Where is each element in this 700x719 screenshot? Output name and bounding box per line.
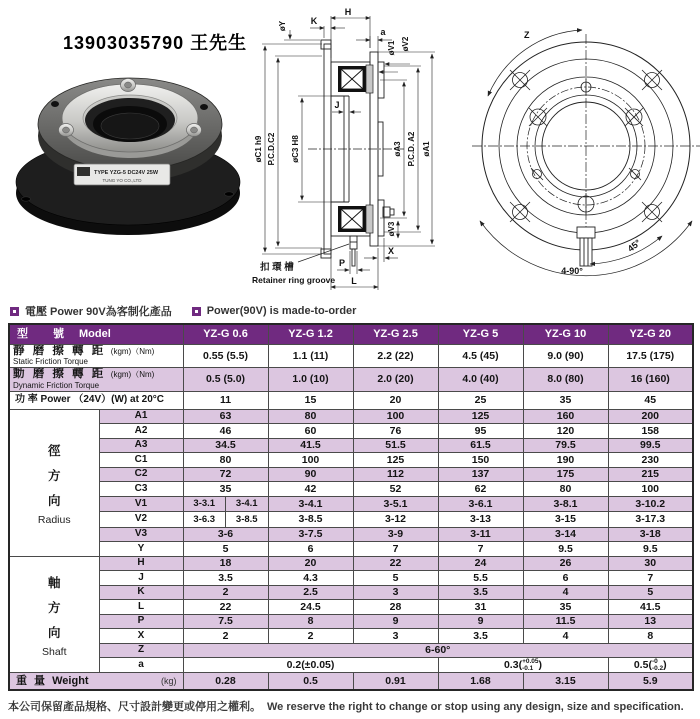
value-cell: 9.5 <box>608 542 693 557</box>
nameplate-line2: TUNG YO CO.,LTD <box>102 178 142 183</box>
dim-name-H: H <box>99 556 183 571</box>
dim-name-C1: C1 <box>99 453 183 468</box>
value-cell: 3-18 <box>608 527 693 542</box>
value-cell: 3-17.3 <box>608 512 693 528</box>
front-view-drawing <box>452 0 700 300</box>
model-header-cell: 型 號 Model <box>9 324 183 344</box>
value-cell: 2 <box>268 629 353 644</box>
dim-label-z: Z <box>524 30 530 40</box>
table-row-power <box>9 391 693 409</box>
nameplate <box>74 164 170 185</box>
value-cell: 3.15 <box>523 673 608 690</box>
value-cell: 79.5 <box>523 438 608 453</box>
value-cell: 3-6.1 <box>438 496 523 512</box>
nameplate-line1: TYPE YZG-5 DC24V 25W <box>93 170 159 176</box>
retainer-groove-label-en: Retainer ring groove <box>252 275 336 285</box>
dim-label-oc1: øC1 h9 <box>254 135 263 163</box>
value-cell: 63 <box>183 409 268 424</box>
table-row-Y <box>9 542 693 557</box>
value-cell: 90 <box>268 467 353 482</box>
dim-label-ov2: øV2 <box>401 36 410 52</box>
value-cell: 2 <box>183 629 268 644</box>
value-cell: 215 <box>608 467 693 482</box>
value-cell: 0.28 <box>183 673 268 690</box>
value-cell: 7 <box>608 571 693 586</box>
value-cell: 4 <box>523 585 608 600</box>
value-cell: 31 <box>438 600 523 615</box>
dim-label-k: K <box>310 16 318 26</box>
column-header: YZ-G 0.6 <box>183 324 268 344</box>
value-cell: 0.55 (5.5) <box>183 344 268 368</box>
dim-label-pcdc2: P.C.D.C2 <box>267 132 276 166</box>
value-cell: 3-13 <box>438 512 523 528</box>
value-cell: 3-15 <box>523 512 608 528</box>
value-cell: 3-10.2 <box>608 496 693 512</box>
row-label-dynamic-friction: 動 磨 擦 轉 距 (kgm)（Nm) Dynamic Friction Torque <box>9 368 183 392</box>
value-cell: 4.3 <box>268 571 353 586</box>
value-cell: 3.5 <box>438 585 523 600</box>
value-cell: 9 <box>353 614 438 629</box>
value-cell: 230 <box>608 453 693 468</box>
dim-label-j: J <box>334 100 340 110</box>
value-cell: 3-5.1 <box>353 496 438 512</box>
value-cell: 6 <box>523 571 608 586</box>
value-cell: 4 <box>523 629 608 644</box>
value-cell: 6 <box>268 542 353 557</box>
value-cell: 2.2 (22) <box>353 344 438 368</box>
value-cell: 2.0 (20) <box>353 368 438 392</box>
value-cell: 15 <box>268 391 353 409</box>
value-cell: 24.5 <box>268 600 353 615</box>
dim-label-oa3: øA3 <box>393 141 402 157</box>
value-cell: 41.5 <box>608 600 693 615</box>
value-cell: 7 <box>353 542 438 557</box>
table-row-V2 <box>9 512 693 528</box>
group-label-shaft: 軸 方 向 Shaft <box>9 556 99 673</box>
table-row-A3 <box>9 438 693 453</box>
value-cell: 35 <box>523 391 608 409</box>
clutch-photo-graphic <box>16 78 240 235</box>
dim-label-x: X <box>387 246 395 256</box>
value-cell: 52 <box>353 482 438 497</box>
retainer-groove-label-zh: 扣 環 槽 <box>260 262 294 273</box>
dim-name-Z: Z <box>99 643 183 658</box>
value-cell: 160 <box>523 409 608 424</box>
dim-label-ov1: øV1 <box>387 40 396 56</box>
dim-label-oc3: øC3 H8 <box>291 135 300 163</box>
value-cell: 3-3.1 3-4.1 <box>183 496 268 512</box>
value-cell: 5 <box>353 571 438 586</box>
value-cell: 26 <box>523 556 608 571</box>
table-row-H <box>9 556 693 571</box>
value-cell: 11.5 <box>523 614 608 629</box>
table-row-C2 <box>9 467 693 482</box>
table-row-dynamic-friction <box>9 368 693 392</box>
note-bar <box>10 303 700 319</box>
value-cell: 100 <box>353 409 438 424</box>
value-cell: 8 <box>608 629 693 644</box>
dim-name-C3: C3 <box>99 482 183 497</box>
value-cell: 7 <box>438 542 523 557</box>
value-cell: 4.5 (45) <box>438 344 523 368</box>
table-row-a <box>9 658 693 673</box>
value-cell: 24 <box>438 556 523 571</box>
table-row-A2 <box>9 424 693 439</box>
dim-label-ov3: øV3 <box>387 221 396 237</box>
value-cell: 137 <box>438 467 523 482</box>
value-cell: 8.0 (80) <box>523 368 608 392</box>
note-text-en: Power(90V) is made-to-order <box>206 305 357 317</box>
value-cell: 2 <box>183 585 268 600</box>
dim-name-A1: A1 <box>99 409 183 424</box>
value-cell: 3 <box>353 629 438 644</box>
column-header: YZ-G 5 <box>438 324 523 344</box>
value-cell: 1.1 (11) <box>268 344 353 368</box>
value-cell: 0.91 <box>353 673 438 690</box>
value-cell: 5 <box>183 542 268 557</box>
value-cell: 125 <box>353 453 438 468</box>
dim-name-J: J <box>99 571 183 586</box>
value-cell: 99.5 <box>608 438 693 453</box>
table-row-A1 <box>9 409 693 424</box>
value-cell: 3-11 <box>438 527 523 542</box>
value-cell: 46 <box>183 424 268 439</box>
dim-name-P: P <box>99 614 183 629</box>
value-cell: 1.0 (10) <box>268 368 353 392</box>
dim-name-L: L <box>99 600 183 615</box>
value-cell: 18 <box>183 556 268 571</box>
value-cell: 100 <box>268 453 353 468</box>
value-cell: 3 <box>353 585 438 600</box>
value-cell: 150 <box>438 453 523 468</box>
value-cell: 20 <box>353 391 438 409</box>
dim-label-oa1: øA1 <box>422 141 431 157</box>
dim-name-A3: A3 <box>99 438 183 453</box>
value-cell: 0.5 <box>268 673 353 690</box>
table-row-C1 <box>9 453 693 468</box>
column-header: YZ-G 1.2 <box>268 324 353 344</box>
value-cell: 11 <box>183 391 268 409</box>
value-cell: 61.5 <box>438 438 523 453</box>
value-cell: 5.5 <box>438 571 523 586</box>
table-row-Z <box>9 643 693 658</box>
note-bullet-icon <box>192 307 201 316</box>
table-row-J <box>9 571 693 586</box>
value-cell: 51.5 <box>353 438 438 453</box>
value-cell: 76 <box>353 424 438 439</box>
value-cell: 3-14 <box>523 527 608 542</box>
angle-label-4-90: 4-90° <box>561 266 583 276</box>
value-cell: 34.5 <box>183 438 268 453</box>
group-label-radius: 徑 方 向 Radius <box>9 409 99 556</box>
column-header: YZ-G 10 <box>523 324 608 344</box>
row-label-power: 功 率 Power （24V）(W) at 20°C <box>9 391 183 409</box>
value-cell: 80 <box>183 453 268 468</box>
dim-label-l: L <box>351 276 357 286</box>
value-cell: 30 <box>608 556 693 571</box>
spec-table <box>8 323 694 691</box>
value-cell: 45 <box>608 391 693 409</box>
value-cell: 175 <box>523 467 608 482</box>
value-cell: 3.5 <box>183 571 268 586</box>
angle-label-45: 45° <box>625 237 643 254</box>
value-cell: 35 <box>183 482 268 497</box>
value-cell: 95 <box>438 424 523 439</box>
section-drawing <box>252 4 467 296</box>
column-header: YZ-G 2.5 <box>353 324 438 344</box>
value-cell: 100 <box>608 482 693 497</box>
note-bullet-icon <box>10 307 19 316</box>
value-cell: 0.3( +0.05 -0.1 ) <box>438 658 608 673</box>
value-cell: 7.5 <box>183 614 268 629</box>
value-cell: 125 <box>438 409 523 424</box>
value-cell: 0.2(±0.05) <box>183 658 438 673</box>
value-cell: 22 <box>183 600 268 615</box>
value-cell: 35 <box>523 600 608 615</box>
table-row-C3 <box>9 482 693 497</box>
value-cell: 28 <box>353 600 438 615</box>
dim-label-p: P <box>338 258 346 268</box>
table-row-L <box>9 600 693 615</box>
value-cell: 80 <box>523 482 608 497</box>
value-cell: 9.5 <box>523 542 608 557</box>
value-cell: 158 <box>608 424 693 439</box>
table-header-row <box>9 324 693 344</box>
value-cell: 17.5 (175) <box>608 344 693 368</box>
value-cell: 9 <box>438 614 523 629</box>
dim-name-A2: A2 <box>99 424 183 439</box>
value-cell: 5.9 <box>608 673 693 690</box>
table-row-static-friction <box>9 344 693 368</box>
row-label-weight: 重 量 Weight (kg) <box>9 673 183 690</box>
dim-label-oy: øY <box>278 20 287 32</box>
value-cell: 6-60° <box>183 643 693 658</box>
value-cell: 3-8.5 <box>268 512 353 528</box>
value-cell: 60 <box>268 424 353 439</box>
table-row-X <box>9 629 693 644</box>
dim-name-V3: V3 <box>99 527 183 542</box>
value-cell: 3-12 <box>353 512 438 528</box>
value-cell: 5 <box>608 585 693 600</box>
footer-disclaimer: 本公司保留產品規格、尺寸設計變更或停用之權利。 We reserve the right to change or stop using any design, size and specification. <box>8 700 684 713</box>
dim-name-V1: V1 <box>99 496 183 512</box>
value-cell: 80 <box>268 409 353 424</box>
column-header: YZ-G 20 <box>608 324 693 344</box>
value-cell: 1.68 <box>438 673 523 690</box>
value-cell: 3-9 <box>353 527 438 542</box>
value-cell: 120 <box>523 424 608 439</box>
value-cell: 25 <box>438 391 523 409</box>
value-cell: 8 <box>268 614 353 629</box>
dim-name-V2: V2 <box>99 512 183 528</box>
table-row-P <box>9 614 693 629</box>
value-cell: 42 <box>268 482 353 497</box>
value-cell: 200 <box>608 409 693 424</box>
value-cell: 112 <box>353 467 438 482</box>
table-row-K <box>9 585 693 600</box>
dim-label-h: H <box>344 7 352 17</box>
value-cell: 62 <box>438 482 523 497</box>
value-cell: 4.0 (40) <box>438 368 523 392</box>
value-cell: 3-8.1 <box>523 496 608 512</box>
value-cell: 3-6.3 3-8.5 <box>183 512 268 528</box>
value-cell: 3.5 <box>438 629 523 644</box>
dim-name-K: K <box>99 585 183 600</box>
value-cell: 20 <box>268 556 353 571</box>
dim-name-C2: C2 <box>99 467 183 482</box>
value-cell: 13 <box>608 614 693 629</box>
value-cell: 0.5 (5.0) <box>183 368 268 392</box>
value-cell: 72 <box>183 467 268 482</box>
dim-label-a: a <box>380 27 386 37</box>
value-cell: 0.5( -0 -0.2 ) <box>608 658 693 673</box>
contact-phone: 13903035790 王先生 <box>63 33 248 53</box>
terminal-lead <box>577 227 595 266</box>
table-row-V3 <box>9 527 693 542</box>
dim-name-a: a <box>99 658 183 673</box>
dim-label-pcda2: P.C.D. A2 <box>407 131 416 167</box>
value-cell: 3-6 <box>183 527 268 542</box>
value-cell: 16 (160) <box>608 368 693 392</box>
dim-name-X: X <box>99 629 183 644</box>
value-cell: 3-4.1 <box>268 496 353 512</box>
value-cell: 22 <box>353 556 438 571</box>
value-cell: 9.0 (90) <box>523 344 608 368</box>
value-cell: 190 <box>523 453 608 468</box>
top-section <box>0 0 700 301</box>
table-row-V1 <box>9 496 693 512</box>
dim-name-Y: Y <box>99 542 183 557</box>
value-cell: 3-7.5 <box>268 527 353 542</box>
row-label-static-friction: 靜 磨 擦 轉 距 (kgm)（Nm) Static Friction Torque <box>9 344 183 368</box>
value-cell: 41.5 <box>268 438 353 453</box>
value-cell: 2.5 <box>268 585 353 600</box>
product-photo <box>8 52 243 238</box>
table-row-weight <box>9 673 693 690</box>
note-text-zh: 電壓 Power 90V為客制化產品 <box>25 306 172 318</box>
